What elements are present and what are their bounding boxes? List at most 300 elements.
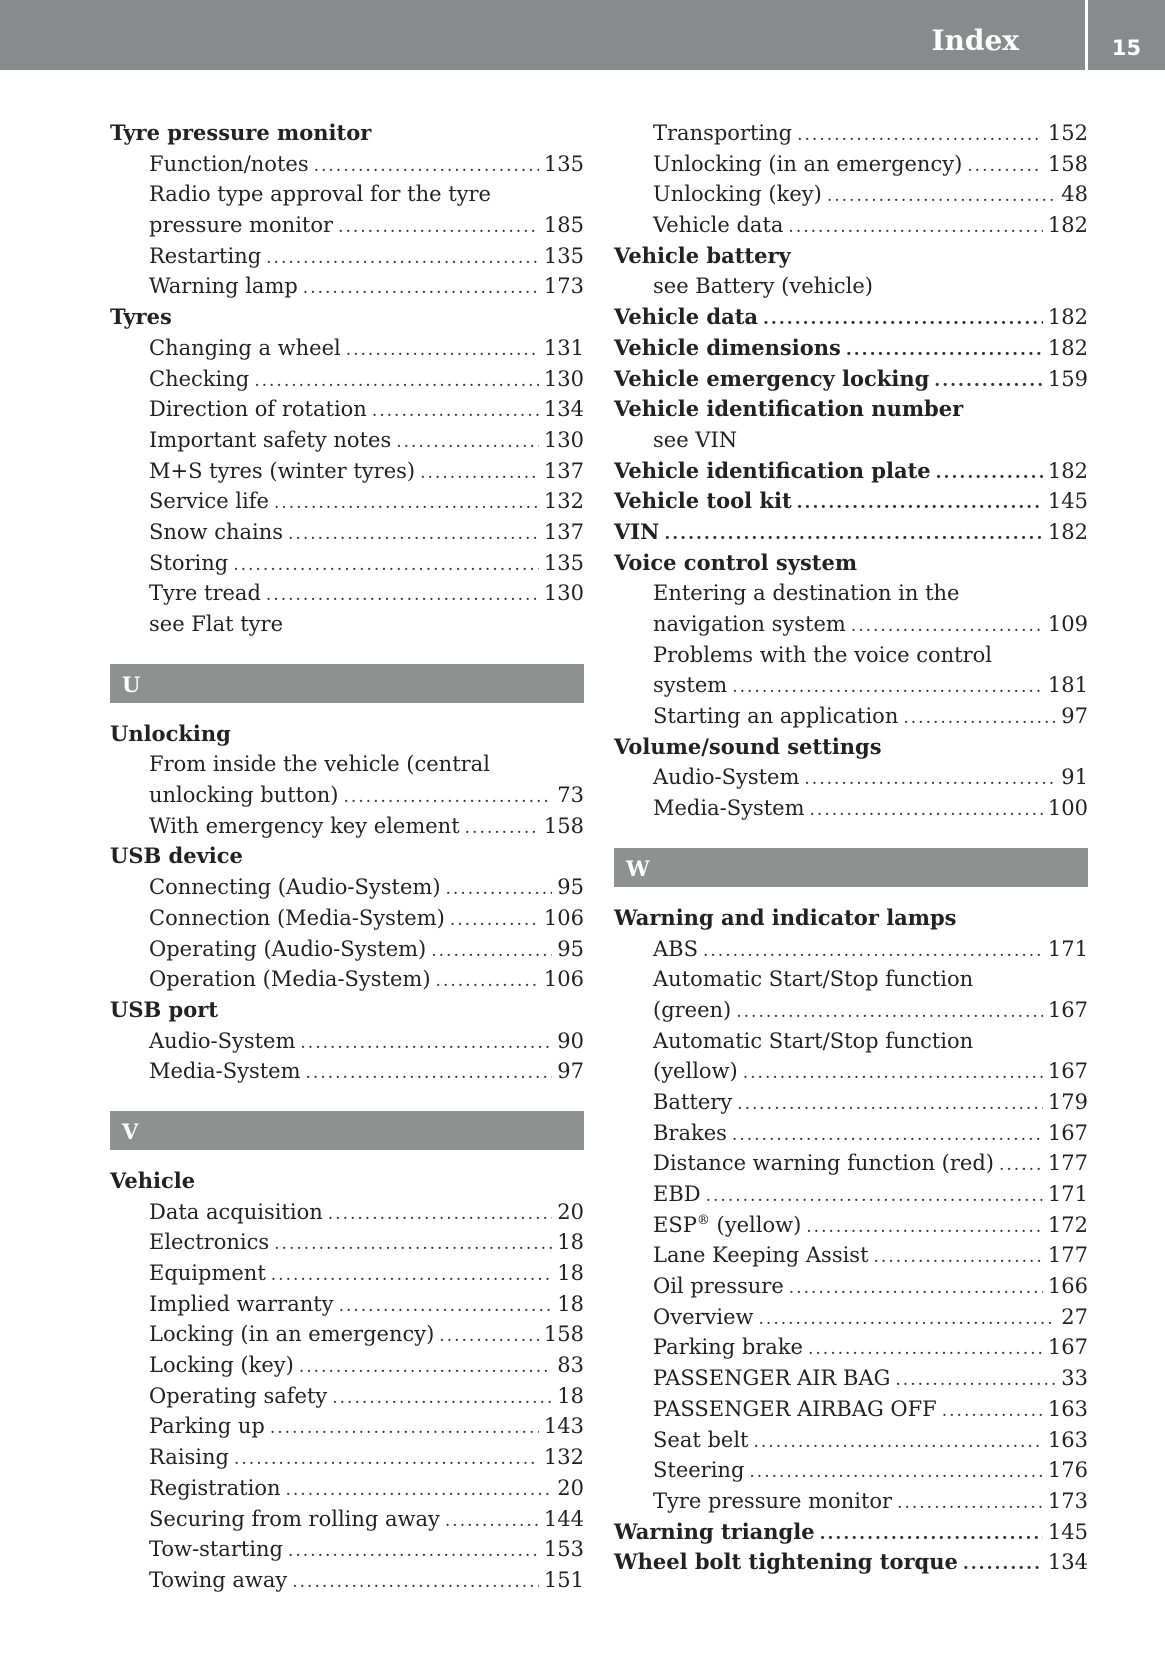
dot-leader: [288, 1536, 539, 1567]
entry-label: [653, 609, 846, 640]
entry-label: [149, 749, 490, 780]
dot-leader: [314, 151, 539, 182]
index-subentry: [110, 1258, 584, 1289]
section-spacer: [614, 824, 1088, 848]
entry-text: Data acquisition: [149, 1199, 323, 1224]
dot-leader: [851, 611, 1043, 642]
dot-leader: [967, 151, 1043, 182]
index-subentry: [110, 1319, 584, 1350]
page-reference: 179: [1047, 1089, 1088, 1114]
entry-label: [110, 118, 371, 149]
entry-label: [653, 1486, 892, 1517]
index-subentry: [110, 456, 584, 487]
entry-label: [149, 548, 228, 579]
page-reference: 73: [557, 783, 584, 808]
page-reference: 171: [1047, 1182, 1088, 1206]
index-heading: [110, 841, 584, 872]
page-reference: 166: [1047, 1274, 1088, 1299]
entry-text: PASSENGER AIR BAG: [653, 1366, 891, 1391]
entry-label: [149, 210, 333, 241]
page-reference: 167: [1047, 1120, 1088, 1145]
index-subentry: [110, 578, 584, 609]
entry-label: [149, 1026, 295, 1057]
page-reference: 91: [1061, 765, 1088, 790]
dot-leader: [233, 550, 539, 581]
entry-label: [110, 302, 172, 333]
entry-suffix: (yellow): [709, 1212, 802, 1237]
page-reference: 48: [1061, 182, 1088, 207]
entry-label: [149, 1289, 334, 1320]
page-reference: 145: [1047, 489, 1088, 514]
page-reference: 106: [543, 967, 584, 992]
registered-mark: ®: [696, 1212, 710, 1228]
entry-text: ABS: [653, 936, 698, 961]
index-subentry: [110, 1197, 584, 1228]
entry-text: Vehicle emergency locking: [614, 365, 930, 391]
index-subentry: [110, 179, 584, 210]
entry-label: [653, 793, 805, 824]
index-subentry: [110, 934, 584, 965]
page-reference: 182: [1047, 305, 1088, 330]
entry-label: [653, 425, 737, 456]
entry-text: PASSENGER AIRBAG OFF: [653, 1396, 937, 1421]
entry-label: [149, 1056, 301, 1087]
index-subentry: [614, 1455, 1088, 1486]
entry-text: Radio type approval for the tyre: [149, 182, 491, 207]
dot-leader: [266, 243, 539, 274]
entry-text: Raising: [149, 1445, 229, 1470]
entry-text: unlocking button): [149, 783, 339, 808]
entry-text: Checking: [149, 366, 250, 391]
dot-leader: [306, 1058, 553, 1089]
entry-label: [614, 732, 882, 763]
entry-label: [149, 1197, 323, 1228]
entry-label: [149, 486, 269, 517]
entry-label: [614, 394, 963, 425]
page-reference: 135: [543, 243, 584, 268]
entry-text: Unlocking (in an emergency): [653, 151, 963, 176]
entry-label: [149, 1442, 229, 1473]
page-reference: 176: [1047, 1458, 1088, 1483]
index-subentry: [110, 1411, 584, 1442]
entry-label: [653, 1179, 701, 1210]
entry-label: [614, 456, 931, 487]
index-heading: [614, 732, 1088, 763]
index-subentry: [614, 670, 1088, 701]
page-reference: 167: [1047, 1335, 1088, 1360]
index-subentry: [110, 517, 584, 548]
dot-leader: [732, 1120, 1043, 1151]
page-reference: 171: [1047, 936, 1088, 961]
entry-text: Restarting: [149, 243, 262, 268]
index-subentry: [614, 1240, 1088, 1271]
index-subentry: [614, 210, 1088, 241]
page-reference: 97: [1061, 704, 1088, 729]
index-subentry: [614, 1179, 1088, 1210]
dot-leader: [936, 458, 1043, 489]
index-subentry: [110, 1565, 584, 1596]
letter-heading-v: V: [110, 1111, 584, 1150]
dot-leader: [753, 1427, 1042, 1458]
page-reference: 18: [557, 1261, 584, 1285]
entry-label: [614, 548, 857, 579]
entry-text: Tyre pressure monitor: [110, 120, 372, 145]
dot-leader: [274, 1229, 552, 1260]
entry-text: Electronics: [149, 1230, 270, 1255]
page-reference: 182: [1047, 213, 1088, 238]
entry-label: [653, 149, 962, 180]
entry-label: [149, 1381, 327, 1412]
index-subentry: [614, 1056, 1088, 1087]
dot-leader: [895, 1365, 1056, 1396]
index-column-left: [110, 118, 584, 1596]
page-reference: 137: [543, 458, 584, 483]
dot-leader: [820, 1519, 1043, 1550]
page-reference: 20: [557, 1475, 584, 1500]
index-subentry: [110, 1381, 584, 1412]
index-subentry: [614, 578, 1088, 609]
index-subentry: [110, 149, 584, 180]
entry-label: [149, 456, 415, 487]
page-reference: 27: [1061, 1304, 1088, 1329]
entry-label: [110, 841, 243, 872]
dot-leader: [436, 966, 539, 997]
index-subentry: [614, 609, 1088, 640]
entry-label: [149, 872, 441, 903]
entry-text: Brakes: [653, 1120, 727, 1145]
entry-text: EBD: [653, 1182, 701, 1206]
entry-label: [149, 578, 261, 609]
index-heading: [614, 456, 1088, 487]
index-subentry: [110, 364, 584, 395]
index-heading: [110, 118, 584, 149]
dot-leader: [797, 488, 1043, 519]
page-reference: 173: [543, 274, 584, 299]
dot-leader: [797, 120, 1043, 151]
entry-label: [653, 1425, 748, 1456]
index-subentry: [110, 271, 584, 302]
index-subentry: [110, 210, 584, 241]
entry-label: [614, 302, 758, 333]
entry-text: Registration: [149, 1475, 281, 1500]
index-subentry: [110, 241, 584, 272]
dot-leader: [934, 366, 1043, 397]
entry-text: Media-System: [653, 796, 805, 821]
entry-text: Automatic Start/Stop function: [653, 967, 974, 992]
dot-leader: [963, 1549, 1043, 1580]
index-subentry: [110, 609, 584, 640]
entry-text: Function/notes: [149, 151, 309, 176]
dot-leader: [446, 874, 553, 905]
entry-text: Lane Keeping Assist: [653, 1243, 869, 1268]
entry-text: Vehicle dimensions: [614, 334, 841, 360]
entry-label: [149, 780, 338, 811]
page-reference: 135: [543, 151, 584, 176]
dot-leader: [300, 1028, 552, 1059]
entry-text: Locking (in an emergency): [149, 1322, 435, 1347]
page-reference: 134: [543, 397, 584, 422]
index-subentry: [110, 394, 584, 425]
entry-label: [653, 578, 959, 609]
page-reference: 152: [1047, 121, 1088, 145]
index-heading: [110, 1166, 584, 1197]
entry-label: [653, 1087, 732, 1118]
index-subentry: [614, 1026, 1088, 1057]
dot-leader: [431, 936, 552, 967]
index-heading: [614, 364, 1088, 395]
page-reference: 158: [543, 813, 584, 838]
index-subentry: [614, 118, 1088, 149]
entry-label: [653, 118, 792, 149]
dot-leader: [874, 1242, 1043, 1273]
entry-text: Changing a wheel: [149, 335, 341, 360]
page-reference: 163: [1047, 1427, 1088, 1452]
index-subentry: [614, 701, 1088, 732]
dot-leader: [450, 905, 539, 936]
dot-leader: [763, 304, 1043, 335]
dot-leader: [846, 335, 1043, 366]
dot-leader: [789, 1273, 1043, 1304]
index-heading: [614, 486, 1088, 517]
index-subentry: [110, 1534, 584, 1565]
index-subentry: [110, 872, 584, 903]
dot-leader: [897, 1488, 1043, 1519]
entry-text: With emergency key element: [149, 813, 460, 838]
entry-label: [653, 1240, 869, 1271]
entry-text: Audio-System: [149, 1028, 296, 1053]
entry-label: [149, 1565, 287, 1596]
entry-text: Entering a destination in the: [653, 581, 960, 606]
entry-text: Connecting (Audio-System): [149, 875, 441, 900]
entry-label: [653, 1363, 890, 1394]
index-subentry: [614, 964, 1088, 995]
page-reference: 159: [1047, 366, 1088, 391]
dot-leader: [759, 1304, 1057, 1335]
page-reference: 130: [543, 427, 584, 452]
entry-text: Towing away: [149, 1567, 288, 1592]
entry-label: [653, 1394, 937, 1425]
dot-leader: [328, 1199, 552, 1230]
entry-label: [614, 241, 791, 272]
entry-text: Warning triangle: [614, 1518, 815, 1544]
page-reference: 83: [557, 1353, 584, 1378]
dot-leader: [465, 813, 539, 844]
section-spacer: [110, 1087, 584, 1111]
index-heading: [614, 548, 1088, 579]
entry-text: Important safety notes: [149, 427, 392, 452]
entry-text: Unlocking: [110, 720, 231, 746]
page-reference: 18: [557, 1383, 584, 1408]
entry-text: pressure monitor: [149, 213, 334, 238]
page-reference: 181: [1047, 673, 1088, 698]
page-reference: 95: [557, 875, 584, 900]
letter-heading-w: W: [614, 848, 1088, 887]
entry-label: [653, 995, 731, 1026]
entry-label: [653, 934, 698, 965]
entry-label: [653, 1302, 754, 1333]
dot-leader: [732, 672, 1043, 703]
page-reference: 97: [557, 1059, 584, 1084]
index-subentry: [614, 1363, 1088, 1394]
entry-text: Vehicle: [110, 1167, 196, 1193]
entry-label: [149, 271, 298, 302]
entry-text: Problems with the voice control: [653, 642, 993, 667]
entry-label: [149, 1350, 294, 1381]
dot-leader: [439, 1321, 539, 1352]
index-subentry: [110, 749, 584, 780]
index-subentry: [110, 780, 584, 811]
entry-text: (yellow): [653, 1059, 738, 1084]
index-column-right: [614, 118, 1088, 1578]
entry-text: Equipment: [149, 1261, 266, 1285]
entry-text: Seat belt: [653, 1427, 749, 1452]
dot-leader: [343, 782, 552, 813]
entry-label: [149, 903, 445, 934]
entry-label: [149, 333, 341, 364]
dot-leader: [339, 1291, 553, 1322]
index-heading: [614, 241, 1088, 272]
entry-label: [149, 149, 309, 180]
entry-text: Tyre pressure monitor: [653, 1488, 893, 1513]
entry-label: [110, 1166, 195, 1197]
entry-text: Transporting: [653, 121, 793, 145]
entry-text: (green): [653, 997, 732, 1022]
entry-text: Tow-starting: [149, 1537, 283, 1562]
page-reference: 33: [1061, 1366, 1088, 1391]
entry-text: USB port: [110, 996, 218, 1022]
entry-label: [149, 179, 491, 210]
index-subentry: [614, 1486, 1088, 1517]
index-heading: [614, 903, 1088, 934]
entry-text: Tyres: [110, 304, 172, 330]
index-subentry: [110, 425, 584, 456]
index-subentry: [614, 1425, 1088, 1456]
entry-label: [653, 210, 783, 241]
entry-label: [653, 1026, 973, 1057]
entry-label: [149, 1258, 266, 1289]
entry-text: Voice control system: [614, 549, 858, 575]
index-subentry: [110, 1227, 584, 1258]
index-subentry: [614, 1118, 1088, 1149]
entry-label: [653, 640, 992, 671]
dot-leader: [664, 519, 1043, 550]
entry-label: [653, 271, 873, 302]
entry-label: [653, 964, 973, 995]
index-subentry: [110, 486, 584, 517]
dot-leader: [270, 1413, 539, 1444]
entry-label: [614, 364, 929, 395]
entry-text: Storing: [149, 550, 229, 575]
page-reference: 145: [1047, 1519, 1088, 1544]
entry-text: Locking (key): [149, 1353, 294, 1378]
index-heading: [614, 302, 1088, 333]
index-subentry: [614, 640, 1088, 671]
dot-leader: [266, 580, 539, 611]
entry-label: [614, 333, 841, 364]
index-subentry: [110, 1504, 584, 1535]
entry-text: From inside the vehicle (central: [149, 752, 490, 777]
page-reference: 132: [543, 489, 584, 514]
entry-label: [149, 1411, 265, 1442]
entry-text: Parking up: [149, 1414, 265, 1439]
entry-label: [110, 995, 218, 1026]
page-number: 15: [1111, 36, 1142, 60]
page-reference: 153: [543, 1537, 584, 1562]
page-reference: 109: [1047, 612, 1088, 636]
entry-label: [110, 719, 231, 750]
index-heading: [614, 517, 1088, 548]
entry-text: Vehicle data: [653, 213, 784, 238]
index-heading: [110, 995, 584, 1026]
entry-text: Vehicle tool kit: [614, 488, 792, 514]
dot-leader: [420, 458, 539, 489]
page-reference: 18: [557, 1230, 584, 1255]
entry-text: Vehicle identification plate: [614, 457, 931, 483]
entry-label: [149, 934, 426, 965]
entry-label: [149, 609, 283, 640]
section-title: Index: [931, 24, 1019, 57]
index-subentry: [614, 762, 1088, 793]
entry-text: Tyre tread: [149, 581, 261, 606]
index-subentry: [110, 333, 584, 364]
index-subentry: [110, 964, 584, 995]
page-reference: 158: [1047, 151, 1088, 176]
page-reference: 173: [1047, 1488, 1088, 1513]
dot-leader: [737, 1089, 1043, 1120]
index-heading: [614, 394, 1088, 425]
entry-label: [653, 762, 799, 793]
dot-leader: [396, 427, 539, 458]
dot-leader: [743, 1058, 1043, 1089]
header-bar: [0, 0, 1165, 70]
page-reference: 182: [1047, 519, 1088, 544]
entry-label: [149, 1319, 434, 1350]
page-reference: 20: [557, 1199, 584, 1224]
entry-text: Warning and indicator lamps: [614, 904, 957, 930]
page-reference: 130: [543, 366, 584, 391]
entry-label: [614, 517, 659, 548]
dot-leader: [806, 1212, 1043, 1243]
entry-label: [149, 1473, 281, 1504]
page-reference: 18: [557, 1291, 584, 1316]
entry-label: [149, 517, 283, 548]
entry-text: Operating safety: [149, 1383, 328, 1408]
dot-leader: [271, 1260, 553, 1291]
index-subentry: [614, 1087, 1088, 1118]
entry-text: Automatic Start/Stop function: [653, 1028, 974, 1053]
dot-leader: [736, 997, 1043, 1028]
entry-label: [653, 1210, 801, 1241]
entry-label: [149, 964, 431, 995]
page-reference: 131: [543, 335, 584, 360]
page-reference: 167: [1047, 997, 1088, 1022]
dot-leader: [346, 335, 539, 366]
page-reference: 185: [543, 213, 584, 238]
page-reference: 143: [543, 1414, 584, 1439]
page-reference: 177: [1047, 1243, 1088, 1268]
page-reference: 172: [1047, 1212, 1088, 1237]
page-reference: 151: [543, 1567, 584, 1592]
entry-text: see Battery (vehicle): [653, 274, 873, 299]
dot-leader: [299, 1352, 552, 1383]
entry-label: [149, 425, 391, 456]
dot-leader: [445, 1506, 539, 1537]
entry-label: [614, 486, 792, 517]
entry-text: Steering: [653, 1458, 745, 1483]
entry-text: Vehicle battery: [614, 242, 791, 268]
index-heading: [614, 333, 1088, 364]
index-subentry: [614, 1302, 1088, 1333]
